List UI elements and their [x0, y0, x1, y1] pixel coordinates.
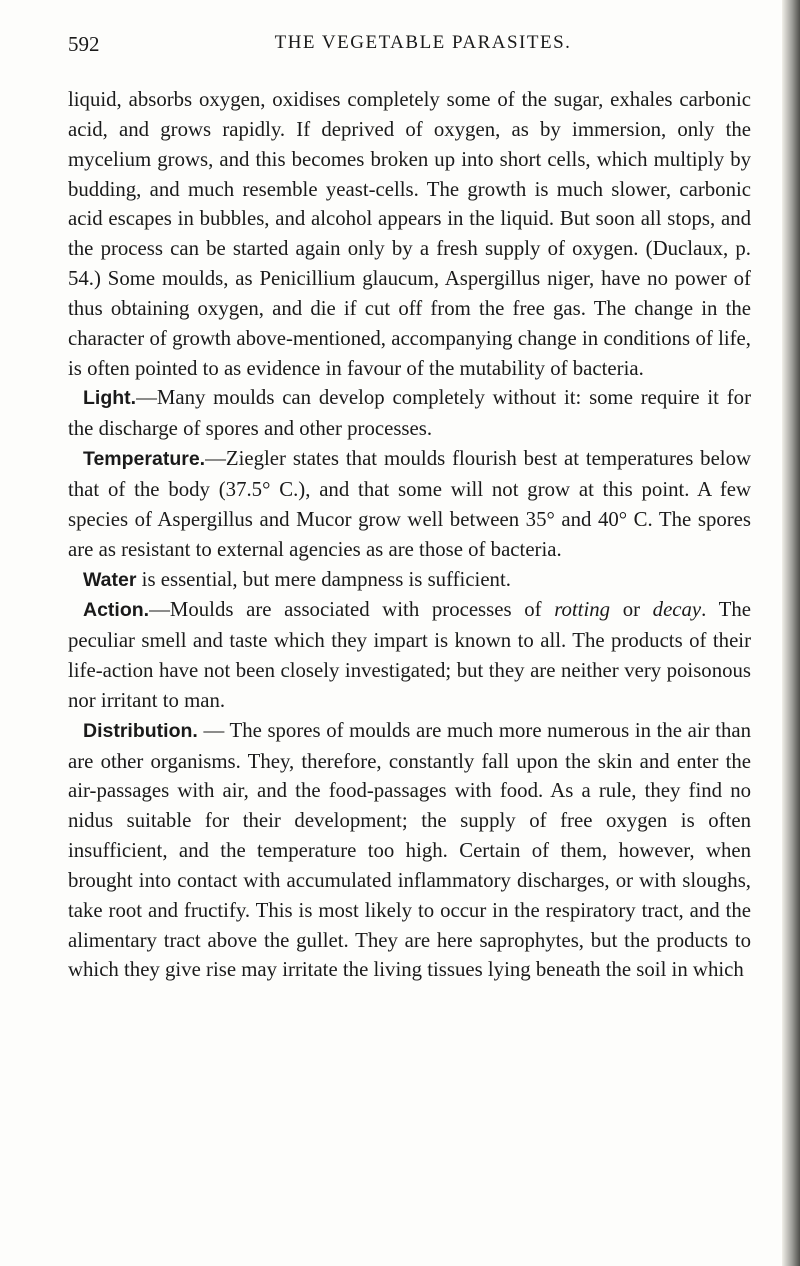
paragraph-temperature	[68, 444, 751, 564]
paragraph-distribution	[68, 716, 751, 986]
running-title: THE VEGETABLE PARASITES.	[274, 32, 572, 53]
paragraph-text: —Ziegler states that moulds flourish best at temperatures below that of the body (37.5° C.), and that some will not grow at this point. A few species of Aspergillus and Mucor grow well between 35° and 40° C. The spores are as resistant to external agencies as are those of bacteria.	[68, 447, 751, 561]
page-number: 592	[68, 32, 100, 56]
paragraph-oxygen	[68, 85, 751, 383]
paragraph-text: — The spores of moulds are much more numerous in the air than are other organisms. They, therefore, constantly fall upon the skin and enter the air-passages with air, and the food-passages with food. As a rule, they find no nidus suitable for their development; the supply of free oxygen is often insufficient, and the temperature too high. Certain of them, however, when brought into contact with accumulated inflammatory discharges, or with sloughs, take root and fructify. This is most likely to occur in the respiratory tract, and the alimentary tract above the gullet. They are here saprophytes, but the products to which they give rise may irritate the living tissues lying beneath the soil in which	[68, 718, 751, 982]
paragraph-water	[68, 565, 751, 596]
page-header	[68, 32, 748, 60]
paragraph-text: —Moulds are associated with processes of	[149, 598, 555, 622]
italic-term-rotting: rotting	[554, 598, 611, 622]
section-heading-distribution: Distribution.	[83, 719, 198, 742]
paragraph-text: liquid, absorbs oxygen, oxidises completely some of the sugar, exhales carbonic acid, and grows rapidly. If deprived of oxygen, as by immersion, only the mycelium grows, and this becomes broken up into short cells, which multiply by budding, and much resemble yeast-cells. The growth is much slower, carbonic acid escapes in bubbles, and alcohol appears in the liquid. But soon all stops, and the process can be started again only by a fresh supply of oxygen. (Duclaux, p. 54.) Some moulds, as Penicillium glaucum, Aspergillus niger, have no power of thus obtaining oxygen, and die if cut off from the free gas. The change in the character of growth above-mentioned, accompanying change in conditions of life, is often pointed to as evidence in favour of the mutability of bacteria.	[68, 88, 751, 380]
body-text	[68, 85, 751, 985]
paragraph-text: or	[610, 598, 653, 622]
section-heading-action: Action.	[83, 599, 150, 622]
section-heading-light: Light.	[83, 387, 137, 410]
section-heading-temperature: Temperature.	[83, 448, 206, 471]
paragraph-text: is essential, but mere dampness is sufficient.	[136, 567, 511, 591]
book-spine-edge	[782, 0, 800, 1266]
paragraph-action	[68, 595, 751, 715]
italic-term-decay: decay	[652, 598, 702, 622]
section-heading-water: Water	[83, 568, 137, 591]
paragraph-text: —Many moulds can develop completely without it: some require it for the discharge of spores and other processes.	[68, 386, 751, 441]
paragraph-light	[68, 383, 751, 444]
paragraph-text: . The peculiar smell and taste which they impart is known to all. The products of their life-action have not been closely investigated; but they are neither very poisonous nor irritant to man.	[68, 598, 751, 712]
